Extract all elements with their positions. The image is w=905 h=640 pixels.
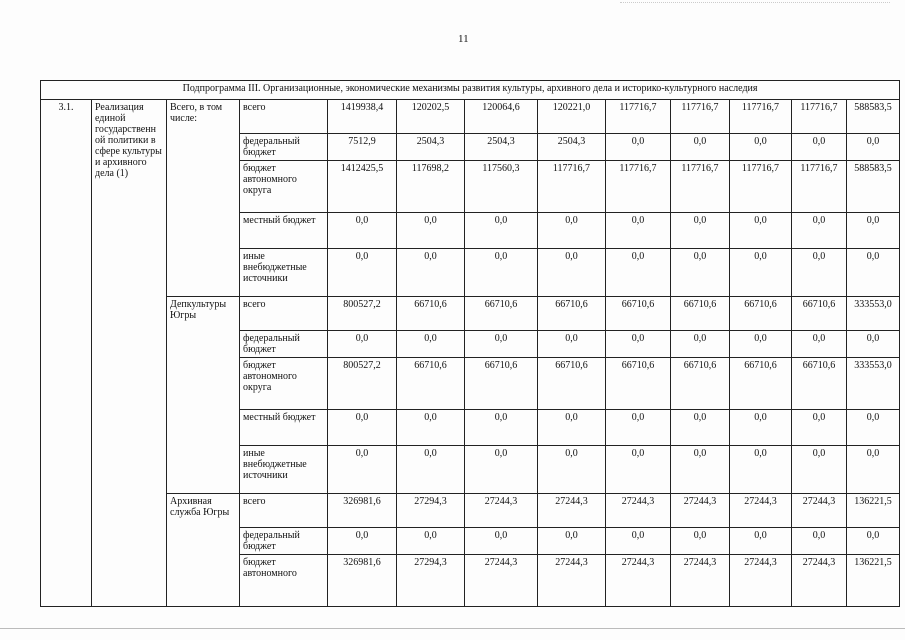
executor-cell: Всего, в том числе: [167, 100, 240, 297]
amount-cell: 0,0 [606, 528, 671, 555]
funding-source: федеральный бюджет [240, 331, 328, 358]
amount-cell: 800527,2 [328, 358, 397, 410]
amount-cell: 0,0 [671, 134, 730, 161]
amount-cell: 0,0 [606, 331, 671, 358]
amount-cell: 0,0 [730, 528, 792, 555]
subprogram-header-row [41, 81, 900, 100]
amount-cell: 27244,3 [538, 494, 606, 528]
funding-source: местный бюджет [240, 410, 328, 446]
amount-cell: 66710,6 [606, 297, 671, 331]
amount-cell: 0,0 [606, 213, 671, 249]
amount-cell: 27244,3 [465, 555, 538, 607]
amount-cell: 0,0 [465, 213, 538, 249]
table-row [41, 297, 900, 331]
amount-cell: 0,0 [465, 446, 538, 494]
amount-cell: 0,0 [397, 446, 465, 494]
amount-cell: 117698,2 [397, 161, 465, 213]
scan-artifact-bottom [0, 628, 905, 629]
amount-cell: 326981,6 [328, 555, 397, 607]
amount-cell: 27244,3 [671, 555, 730, 607]
amount-cell: 0,0 [465, 410, 538, 446]
item-title: Реализация единой государственн ой политики в сфере культуры и архивного дела (1) [92, 100, 167, 607]
amount-cell: 66710,6 [465, 297, 538, 331]
amount-cell: 588583,5 [847, 161, 900, 213]
table-row [41, 100, 900, 134]
amount-cell: 0,0 [538, 528, 606, 555]
amount-cell: 0,0 [792, 410, 847, 446]
amount-cell: 120202,5 [397, 100, 465, 134]
amount-cell: 1419938,4 [328, 100, 397, 134]
amount-cell: 0,0 [730, 249, 792, 297]
scan-artifact-top [620, 2, 890, 4]
amount-cell: 117716,7 [606, 100, 671, 134]
funding-source: бюджет автономного округа [240, 161, 328, 213]
amount-cell: 0,0 [847, 331, 900, 358]
amount-cell: 0,0 [671, 528, 730, 555]
amount-cell: 0,0 [730, 213, 792, 249]
amount-cell: 0,0 [671, 249, 730, 297]
amount-cell: 2504,3 [397, 134, 465, 161]
amount-cell: 0,0 [397, 528, 465, 555]
amount-cell: 0,0 [792, 213, 847, 249]
funding-source: иные внебюджетные источники [240, 446, 328, 494]
amount-cell: 27244,3 [730, 555, 792, 607]
amount-cell: 117716,7 [792, 161, 847, 213]
amount-cell: 117716,7 [730, 100, 792, 134]
subprogram-header: Подпрограмма III. Организационные, экономические механизмы развития культуры, архивного дела и историко-культурного наследия [41, 81, 900, 100]
amount-cell: 66710,6 [730, 297, 792, 331]
amount-cell: 0,0 [397, 331, 465, 358]
item-number: 3.1. [41, 100, 92, 607]
amount-cell: 2504,3 [465, 134, 538, 161]
amount-cell: 27244,3 [792, 555, 847, 607]
amount-cell: 0,0 [328, 331, 397, 358]
amount-cell: 117716,7 [606, 161, 671, 213]
amount-cell: 66710,6 [538, 358, 606, 410]
amount-cell: 27294,3 [397, 555, 465, 607]
amount-cell: 120221,0 [538, 100, 606, 134]
amount-cell: 0,0 [671, 410, 730, 446]
amount-cell: 0,0 [328, 528, 397, 555]
funding-source: всего [240, 100, 328, 134]
funding-source: бюджет автономного округа [240, 358, 328, 410]
amount-cell: 0,0 [730, 134, 792, 161]
amount-cell: 66710,6 [606, 358, 671, 410]
amount-cell: 0,0 [538, 213, 606, 249]
amount-cell: 7512,9 [328, 134, 397, 161]
amount-cell: 66710,6 [397, 358, 465, 410]
amount-cell: 0,0 [328, 213, 397, 249]
amount-cell: 2504,3 [538, 134, 606, 161]
amount-cell: 66710,6 [730, 358, 792, 410]
amount-cell: 0,0 [671, 213, 730, 249]
amount-cell: 117716,7 [671, 161, 730, 213]
amount-cell: 0,0 [397, 213, 465, 249]
amount-cell: 117716,7 [792, 100, 847, 134]
amount-cell: 588583,5 [847, 100, 900, 134]
amount-cell: 333553,0 [847, 297, 900, 331]
funding-source: бюджет автономного [240, 555, 328, 607]
amount-cell: 66710,6 [397, 297, 465, 331]
amount-cell: 0,0 [730, 410, 792, 446]
amount-cell: 27294,3 [397, 494, 465, 528]
amount-cell: 1412425,5 [328, 161, 397, 213]
amount-cell: 333553,0 [847, 358, 900, 410]
amount-cell: 0,0 [671, 331, 730, 358]
amount-cell: 66710,6 [792, 297, 847, 331]
amount-cell: 0,0 [538, 249, 606, 297]
amount-cell: 66710,6 [538, 297, 606, 331]
amount-cell: 0,0 [465, 331, 538, 358]
amount-cell: 66710,6 [671, 358, 730, 410]
executor-cell: Депкультуры Югры [167, 297, 240, 494]
amount-cell: 66710,6 [671, 297, 730, 331]
amount-cell: 0,0 [792, 331, 847, 358]
amount-cell: 0,0 [606, 446, 671, 494]
amount-cell: 0,0 [671, 446, 730, 494]
amount-cell: 0,0 [397, 249, 465, 297]
table-row [41, 494, 900, 528]
amount-cell: 0,0 [792, 446, 847, 494]
amount-cell: 326981,6 [328, 494, 397, 528]
amount-cell: 27244,3 [465, 494, 538, 528]
amount-cell: 117716,7 [538, 161, 606, 213]
page-number: 11 [458, 33, 469, 45]
amount-cell: 0,0 [465, 249, 538, 297]
amount-cell: 0,0 [792, 134, 847, 161]
funding-source: иные внебюджетные источники [240, 249, 328, 297]
amount-cell: 120064,6 [465, 100, 538, 134]
amount-cell: 0,0 [792, 249, 847, 297]
amount-cell: 0,0 [792, 528, 847, 555]
amount-cell: 0,0 [730, 446, 792, 494]
amount-cell: 0,0 [847, 528, 900, 555]
amount-cell: 0,0 [538, 410, 606, 446]
amount-cell: 0,0 [847, 410, 900, 446]
amount-cell: 0,0 [328, 410, 397, 446]
funding-source: всего [240, 297, 328, 331]
amount-cell: 27244,3 [792, 494, 847, 528]
amount-cell: 117560,3 [465, 161, 538, 213]
amount-cell: 0,0 [730, 331, 792, 358]
budget-table [40, 80, 900, 607]
amount-cell: 0,0 [397, 410, 465, 446]
amount-cell: 27244,3 [606, 494, 671, 528]
amount-cell: 66710,6 [792, 358, 847, 410]
amount-cell: 0,0 [847, 249, 900, 297]
amount-cell: 0,0 [847, 213, 900, 249]
funding-source: местный бюджет [240, 213, 328, 249]
amount-cell: 0,0 [328, 249, 397, 297]
amount-cell: 136221,5 [847, 494, 900, 528]
amount-cell: 0,0 [606, 410, 671, 446]
amount-cell: 800527,2 [328, 297, 397, 331]
amount-cell: 0,0 [465, 528, 538, 555]
funding-source: федеральный бюджет [240, 528, 328, 555]
amount-cell: 0,0 [847, 446, 900, 494]
amount-cell: 0,0 [538, 331, 606, 358]
amount-cell: 27244,3 [538, 555, 606, 607]
executor-cell: Архивная служба Югры [167, 494, 240, 607]
amount-cell: 66710,6 [465, 358, 538, 410]
amount-cell: 0,0 [847, 134, 900, 161]
amount-cell: 0,0 [328, 446, 397, 494]
amount-cell: 27244,3 [730, 494, 792, 528]
amount-cell: 0,0 [606, 249, 671, 297]
funding-source: всего [240, 494, 328, 528]
amount-cell: 117716,7 [730, 161, 792, 213]
amount-cell: 0,0 [606, 134, 671, 161]
amount-cell: 117716,7 [671, 100, 730, 134]
funding-source: федеральный бюджет [240, 134, 328, 161]
amount-cell: 136221,5 [847, 555, 900, 607]
amount-cell: 0,0 [538, 446, 606, 494]
amount-cell: 27244,3 [606, 555, 671, 607]
amount-cell: 27244,3 [671, 494, 730, 528]
